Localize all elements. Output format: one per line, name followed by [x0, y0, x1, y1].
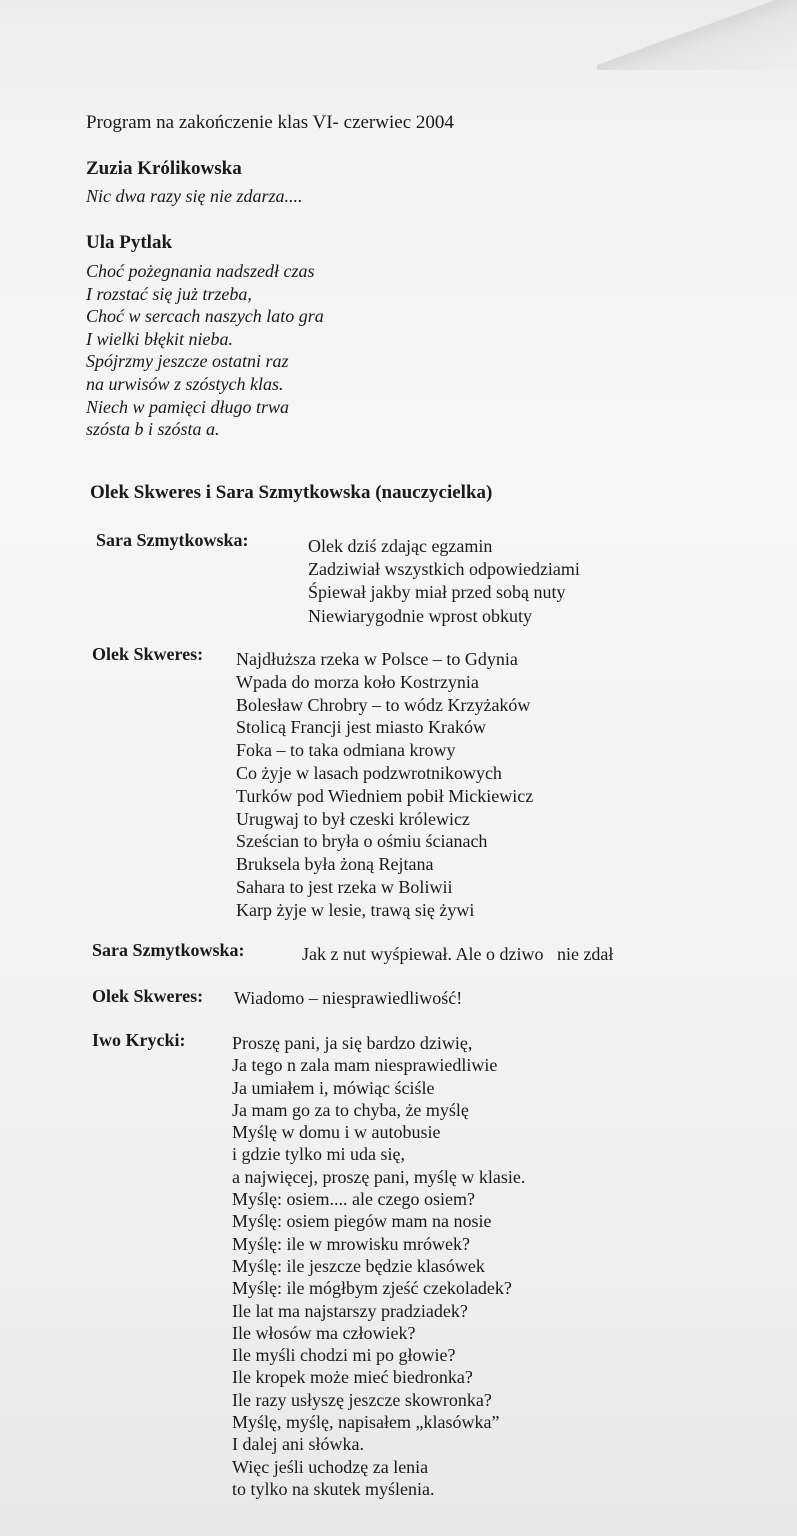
dialogue-line: Ile kropek może mieć biedronka?	[232, 1367, 473, 1388]
dialogue-line: Stolicą Francji jest miasto Kraków	[236, 717, 486, 738]
poem-line: szósta b i szósta a.	[86, 419, 220, 440]
dialogue-line: Turków pod Wiedniem pobił Mickiewicz	[236, 785, 534, 806]
poem-line: na urwisów z szóstych klas.	[86, 373, 284, 394]
poem-line: Choć pożegnania nadszedł czas	[86, 261, 315, 281]
dialogue-line: Ja mam go za to chyba, że myślę	[232, 1099, 469, 1120]
poem-line: I rozstać się już trzeba,	[86, 283, 252, 304]
poem-line: I wielki błękit nieba.	[86, 328, 233, 349]
dialogue-line: Jak z nut wyśpiewał. Ale o dziwo nie zdał	[302, 944, 614, 964]
dialogue-line: a najwięcej, proszę pani, myślę w klasie.	[232, 1166, 526, 1187]
dialogue-line: Wpada do morza koło Kostrzynia	[236, 671, 479, 692]
dialogue-block	[232, 1032, 525, 1500]
dialogue-line: Ja tego n zala mam niesprawiedliwie	[232, 1055, 498, 1076]
dialogue-line: Śpiewał jakby miał przed sobą nuty	[308, 582, 566, 603]
poem-line: Spójrzmy jeszcze ostatni raz	[86, 351, 289, 372]
performer-name: Ula Pytlak	[86, 232, 173, 253]
dialogue-line: Ja umiałem i, mówiąc ściśle	[232, 1077, 435, 1098]
speaker-name: Sara Szmytkowska:	[92, 940, 245, 960]
poem-line: Choć w sercach naszych lato gra	[86, 306, 324, 327]
speaker-name: Sara Szmytkowska:	[96, 530, 249, 550]
dialogue-line: Bruksela była żoną Rejtana	[236, 854, 434, 875]
dialogue-line: Zadziwiał wszystkich odpowiedziami	[308, 559, 580, 580]
dialogue-line: Ile razy usłyszę jeszcze skowronka?	[232, 1389, 492, 1410]
scene-heading: Olek Skweres i Sara Szmytkowska (nauczycielka)	[90, 482, 493, 503]
dialogue-line: Urugwaj to był czeski królewicz	[236, 808, 470, 829]
speaker-name: Iwo Krycki:	[92, 1030, 186, 1050]
dialogue-line: Ile lat ma najstarszy pradziadek?	[232, 1300, 468, 1321]
speaker-name: Olek Skweres:	[92, 986, 204, 1006]
dialogue-block	[308, 535, 580, 628]
performer-name: Zuzia Królikowska	[86, 158, 242, 179]
poem-line: Nic dwa razy się nie zdarza....	[86, 186, 303, 206]
dialogue-line: Olek dziś zdając egzamin	[308, 536, 493, 556]
dialogue-line: I dalej ani słówka.	[232, 1434, 364, 1455]
dialogue-line: Bolesław Chrobry – to wódz Krzyżaków	[236, 694, 531, 715]
dialogue-line: Ile myśli chodzi mi po głowie?	[232, 1345, 456, 1366]
dialogue-line: Proszę pani, ja się bardzo dziwię,	[232, 1033, 473, 1053]
dialogue-line: Wiadomo – niesprawiedliwość!	[234, 988, 463, 1008]
dialogue-line: Myślę: ile w mrowisku mrówek?	[232, 1233, 470, 1254]
speaker-name: Olek Skweres:	[92, 644, 204, 664]
dialogue-line: Foka – to taka odmiana krowy	[236, 740, 456, 761]
dialogue-line: Co żyje w lasach podzwrotnikowych	[236, 762, 502, 783]
dialogue-line: to tylko na skutek myślenia.	[232, 1478, 435, 1499]
document-title: Program na zakończenie klas VI- czerwiec 2004	[86, 112, 454, 133]
dialogue-line: Sahara to jest rzeka w Boliwii	[236, 876, 453, 897]
dialogue-block	[236, 648, 533, 922]
poem-block	[86, 260, 324, 441]
dialogue-line: Niewiarygodnie wprost obkuty	[308, 605, 532, 626]
dialogue-line: Najdłuższa rzeka w Polsce – to Gdynia	[236, 649, 518, 669]
dialogue-line: Ile włosów ma człowiek?	[232, 1322, 416, 1343]
dialogue-line: Sześcian to bryła o ośmiu ścianach	[236, 831, 488, 852]
dialogue-line: Myślę: osiem.... ale czego osiem?	[232, 1189, 475, 1210]
dialogue-line: Więc jeśli uchodzę za lenia	[232, 1456, 429, 1477]
poem-line: Niech w pamięci długo trwa	[86, 396, 289, 417]
dialogue-line: Myślę: ile mógłbym zjeść czekoladek?	[232, 1278, 512, 1299]
dialogue-line: Myślę: ile jeszcze będzie klasówek	[232, 1255, 485, 1276]
dialogue-line: Myślę, myślę, napisałem „klasówka”	[232, 1412, 500, 1433]
dialogue-line: Myślę: osiem piegów mam na nosie	[232, 1211, 492, 1232]
dialogue-line: Myślę w domu i w autobusie	[232, 1122, 441, 1143]
dialogue-line: i gdzie tylko mi uda się,	[232, 1144, 405, 1165]
dialogue-line: Karp żyje w lesie, trawą się żywi	[236, 899, 475, 920]
